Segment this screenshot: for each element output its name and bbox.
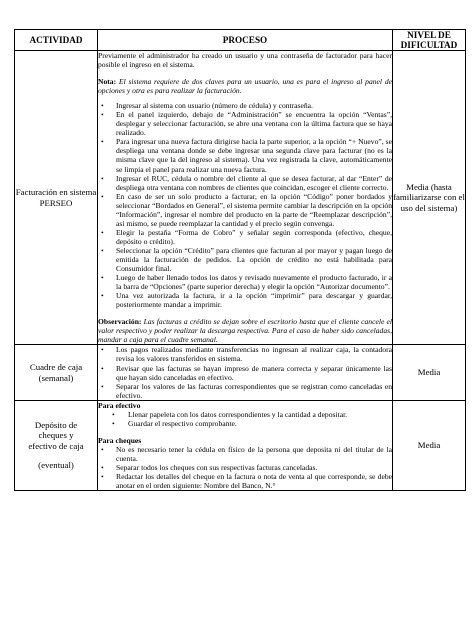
activity-extra: (eventual) xyxy=(38,460,74,471)
list-item: • Los pagos realizados mediante transferencias no ingresan al realizar caja, la contadora revisa los valores transferidos en sistema. xyxy=(101,345,392,364)
table-row xyxy=(15,400,466,490)
bullet-icon: • xyxy=(101,227,104,237)
bullet-icon: • xyxy=(101,363,104,373)
list-item: • Una vez autorizada la factura, ir a la opción “imprimir” para descargar y guardar, posteriormente mandar a imprimir. xyxy=(101,291,392,310)
table-row xyxy=(15,345,466,400)
bullet-icon: • xyxy=(101,381,104,391)
list-item: • No es necesario tener la cédula en físico de la persona que deposita ni del titular de la cuenta. xyxy=(101,444,392,463)
header-activity: ACTIVIDAD xyxy=(15,30,98,51)
activity-process-table xyxy=(14,29,466,491)
list-item: • Separar todos los cheques con sus respectivas facturas canceladas. xyxy=(101,462,318,472)
observation-text: Las facturas a crédito se dejan sobre el escritorio hasta que el cliente cancele el valor respectivo y poder realizar la descarga respectiva. Para el caso de haber sido canceladas, mandar a caja para el cuadre semanal. xyxy=(98,317,392,345)
bullet-icon: • xyxy=(112,409,115,419)
bullet-icon: • xyxy=(101,472,104,482)
list-item: • Luego de haber llenado todos los datos y revisado nuevamente el producto facturado, ir a la barra de “Opciones” (parte superior derecha) y elegir la opción “Autorizar documento”. xyxy=(101,273,392,292)
difficulty-cell: Media (hasta familiarizarse con el uso del sistema) xyxy=(393,51,466,345)
table-row xyxy=(15,51,466,345)
bullet-icon: • xyxy=(112,418,115,428)
list-item: • Revisar que las facturas se hayan impreso de manera correcta y separar únicamente las que hayan sido canceladas en efectivo. xyxy=(101,363,392,382)
bullet-icon: • xyxy=(101,291,104,301)
bullet-icon: • xyxy=(101,273,104,283)
intro-text: Previamente el administrador ha creado un usuario y una contraseña de facturador para hacer posible el ingreso en el sistema. xyxy=(98,51,392,70)
observation-paragraph xyxy=(98,317,392,344)
header-process: PROCESO xyxy=(98,30,393,51)
bullet-icon: • xyxy=(101,110,104,120)
bullet-icon: • xyxy=(101,345,104,355)
process-cell xyxy=(98,51,393,345)
list-item: • Llenar papeleta con los datos correspondientes y la cantidad a depositar. xyxy=(112,409,348,419)
list-item: • En el panel izquierdo, debajo de “Administración” se encuentra la opción “Ventas”, desplegar y seleccionar facturación, se abre una ventana con la última factura que se haya realizado. xyxy=(101,110,392,138)
header-difficulty-level: NIVEL DE DIFICULTAD xyxy=(393,30,466,51)
list-item: • Guardar el respectivo comprobante. xyxy=(112,418,237,428)
process-cell xyxy=(98,400,393,490)
list-item: • Para ingresar una nueva factura dirigirse hacia la parte superior, a la opción “+ Nuevo”, se despliega una ventana donde se debe ingresar una segunda clave para facturar (no es la misma clave que la del ingreso al sistema). Una vez registrada la clave, automáticamente se limpia el panel para realizar una nueva factura. xyxy=(101,137,392,174)
cash-steps-list xyxy=(98,410,392,428)
list-item: • Ingresar al sistema con usuario (número de cédula) y contraseña. xyxy=(101,101,313,111)
note-text: El sistema requiere de dos claves para un usuario, una es para el ingreso al panel de opciones y otra es para realizar la facturación. xyxy=(98,77,392,96)
list-item: • Redactar los detalles del cheque en la factura o nota de venta al que corresponde, se debe anotar en el orden siguiente: Nombre del Banco, N.° xyxy=(101,472,392,491)
list-item: • Elegir la pestaña “Forma de Cobro” y señalar según corresponda (efectivo, cheque, depósito o crédito). xyxy=(101,227,392,246)
bullet-icon: • xyxy=(101,245,104,255)
cash-subtitle: Para efectivo xyxy=(98,400,141,410)
note-paragraph xyxy=(98,77,392,95)
list-item: • Ingresar el RUC, cédula o nombre del cliente al que se desea facturar, al dar “Enter” de despliega otra ventana con nombres de clientes que coincidan, escoger el cliente correcto. xyxy=(101,173,392,192)
difficulty-cell: Media xyxy=(393,345,466,400)
activity-cell: Cuadre de caja (semanal) xyxy=(15,345,98,400)
process-cell xyxy=(98,345,393,400)
steps-list xyxy=(98,101,392,309)
list-item: • Seleccionar la opción “Crédito” para clientes que facturan al por mayor y pagan luego de emitida la facturación de pedidos. La opción de crédito no está habilitada para Consumidor final. xyxy=(101,245,392,274)
note-label: Nota: xyxy=(98,77,117,87)
bullet-icon: • xyxy=(101,462,104,472)
bullet-icon: • xyxy=(101,137,104,147)
table-header-row xyxy=(15,30,466,51)
list-item: • En caso de ser un solo producto a facturar, en la opción “Código” poner bordados y seleccionar “Bordados en General”, el sistema permite cambiar la descripción en la opción “Información”, ingresar el nombre del producto en la parte de “Reemplazar descripción”, así mismo, se puede reemplazar la cantidad y el precio según convenga. xyxy=(101,191,392,228)
steps-list xyxy=(98,345,392,399)
activity-cell: Facturación en sistema PERSEO xyxy=(15,51,98,345)
bullet-icon: • xyxy=(101,101,104,111)
list-item: • Separar los valores de las facturas correspondientes que se registran como canceladas en efectivo. xyxy=(101,381,392,400)
checks-subtitle: Para cheques xyxy=(98,435,142,445)
difficulty-cell: Media xyxy=(393,400,466,490)
bullet-icon: • xyxy=(101,191,104,201)
bullet-icon: • xyxy=(101,444,104,454)
checks-steps-list xyxy=(98,445,392,490)
observation-label: Observación: xyxy=(98,317,142,327)
activity-cell: Depósito de cheques y efectivo de caja (eventual) xyxy=(15,400,98,490)
bullet-icon: • xyxy=(101,173,104,183)
